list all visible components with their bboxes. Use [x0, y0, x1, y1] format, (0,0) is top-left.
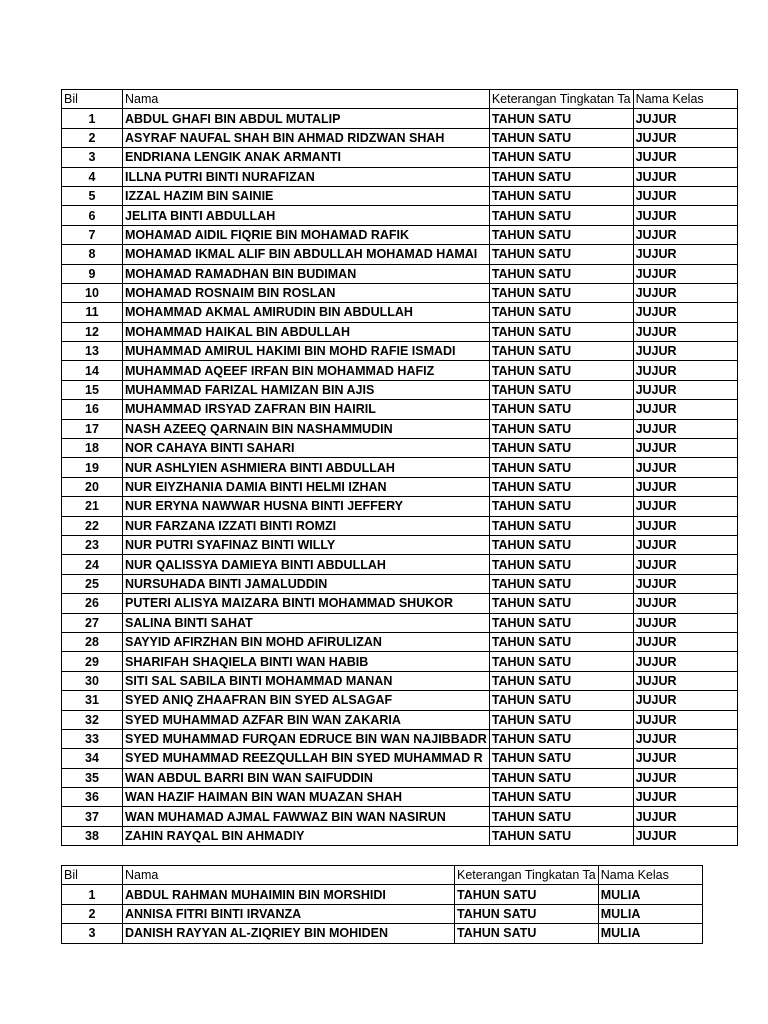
cell-nama-kelas: JUJUR	[633, 671, 737, 690]
table-row	[62, 109, 738, 128]
cell-bil: 35	[62, 768, 123, 787]
cell-nama: SYED MUHAMMAD AZFAR BIN WAN ZAKARIA	[123, 710, 490, 729]
cell-keterangan: TAHUN SATU	[489, 768, 633, 787]
header-nama: Nama	[123, 866, 455, 885]
table-row	[62, 283, 738, 302]
cell-bil: 4	[62, 167, 123, 186]
table-row	[62, 904, 703, 923]
cell-bil: 9	[62, 264, 123, 283]
header-keterangan: Keterangan Tingkatan Ta	[455, 866, 599, 885]
cell-nama: ENDRIANA LENGIK ANAK ARMANTI	[123, 148, 490, 167]
cell-keterangan: TAHUN SATU	[489, 826, 633, 845]
cell-nama-kelas: JUJUR	[633, 807, 737, 826]
cell-bil: 25	[62, 574, 123, 593]
cell-bil: 22	[62, 516, 123, 535]
cell-keterangan: TAHUN SATU	[489, 109, 633, 128]
cell-nama: SYED ANIQ ZHAAFRAN BIN SYED ALSAGAF	[123, 691, 490, 710]
cell-nama-kelas: JUJUR	[633, 342, 737, 361]
cell-nama-kelas: JUJUR	[633, 380, 737, 399]
cell-bil: 36	[62, 788, 123, 807]
cell-nama: SYED MUHAMMAD FURQAN EDRUCE BIN WAN NAJIBBADR	[123, 729, 490, 748]
cell-bil: 6	[62, 206, 123, 225]
cell-keterangan: TAHUN SATU	[489, 186, 633, 205]
table-header-row	[62, 90, 738, 109]
cell-bil: 23	[62, 535, 123, 554]
table-row	[62, 380, 738, 399]
cell-nama: NOR CAHAYA BINTI SAHARI	[123, 439, 490, 458]
cell-keterangan: TAHUN SATU	[489, 283, 633, 302]
cell-keterangan: TAHUN SATU	[489, 807, 633, 826]
cell-keterangan: TAHUN SATU	[489, 225, 633, 244]
table-row	[62, 206, 738, 225]
cell-bil: 10	[62, 283, 123, 302]
cell-keterangan: TAHUN SATU	[489, 497, 633, 516]
cell-nama: MOHAMMAD HAIKAL BIN ABDULLAH	[123, 322, 490, 341]
cell-nama-kelas: JUJUR	[633, 555, 737, 574]
cell-nama: MUHAMMAD FARIZAL HAMIZAN BIN AJIS	[123, 380, 490, 399]
table-row	[62, 477, 738, 496]
cell-bil: 3	[62, 924, 123, 943]
cell-nama: ABDUL GHAFI BIN ABDUL MUTALIP	[123, 109, 490, 128]
cell-nama-kelas: JUJUR	[633, 322, 737, 341]
table-row	[62, 264, 738, 283]
cell-keterangan: TAHUN SATU	[489, 710, 633, 729]
table-row	[62, 535, 738, 554]
table-row	[62, 729, 738, 748]
cell-nama-kelas: JUJUR	[633, 439, 737, 458]
cell-bil: 2	[62, 128, 123, 147]
cell-bil: 38	[62, 826, 123, 845]
cell-keterangan: TAHUN SATU	[489, 516, 633, 535]
cell-keterangan: TAHUN SATU	[489, 167, 633, 186]
cell-nama: MOHAMAD RAMADHAN BIN BUDIMAN	[123, 264, 490, 283]
cell-nama-kelas: JUJUR	[633, 477, 737, 496]
cell-nama: ABDUL RAHMAN MUHAIMIN BIN MORSHIDI	[123, 885, 455, 904]
table-row	[62, 186, 738, 205]
cell-nama: ILLNA PUTRI BINTI NURAFIZAN	[123, 167, 490, 186]
cell-keterangan: TAHUN SATU	[455, 885, 599, 904]
cell-bil: 30	[62, 671, 123, 690]
cell-bil: 15	[62, 380, 123, 399]
cell-nama: NUR EIYZHANIA DAMIA BINTI HELMI IZHAN	[123, 477, 490, 496]
cell-nama-kelas: JUJUR	[633, 458, 737, 477]
cell-nama: MOHAMMAD AKMAL AMIRUDIN BIN ABDULLAH	[123, 303, 490, 322]
cell-nama: DANISH RAYYAN AL-ZIQRIEY BIN MOHIDEN	[123, 924, 455, 943]
cell-nama: IZZAL HAZIM BIN SAINIE	[123, 186, 490, 205]
header-nama-kelas: Nama Kelas	[598, 866, 702, 885]
cell-nama-kelas: JUJUR	[633, 167, 737, 186]
cell-bil: 12	[62, 322, 123, 341]
cell-nama-kelas: JUJUR	[633, 264, 737, 283]
table-row	[62, 400, 738, 419]
table-row	[62, 555, 738, 574]
cell-nama: ZAHIN RAYQAL BIN AHMADIY	[123, 826, 490, 845]
cell-keterangan: TAHUN SATU	[489, 400, 633, 419]
cell-nama-kelas: JUJUR	[633, 574, 737, 593]
table-row	[62, 885, 703, 904]
header-nama: Nama	[123, 90, 490, 109]
cell-nama: NUR PUTRI SYAFINAZ BINTI WILLY	[123, 535, 490, 554]
cell-keterangan: TAHUN SATU	[489, 264, 633, 283]
cell-keterangan: TAHUN SATU	[489, 439, 633, 458]
cell-bil: 3	[62, 148, 123, 167]
cell-nama: NUR ASHLYIEN ASHMIERA BINTI ABDULLAH	[123, 458, 490, 477]
cell-keterangan: TAHUN SATU	[489, 419, 633, 438]
table-row	[62, 613, 738, 632]
cell-bil: 34	[62, 749, 123, 768]
cell-nama-kelas: MULIA	[598, 904, 702, 923]
cell-bil: 2	[62, 904, 123, 923]
cell-nama: SITI SAL SABILA BINTI MOHAMMAD MANAN	[123, 671, 490, 690]
cell-nama: NUR QALISSYA DAMIEYA BINTI ABDULLAH	[123, 555, 490, 574]
cell-nama: NUR FARZANA IZZATI BINTI ROMZI	[123, 516, 490, 535]
cell-keterangan: TAHUN SATU	[489, 788, 633, 807]
table-row	[62, 749, 738, 768]
table-row	[62, 574, 738, 593]
cell-bil: 1	[62, 885, 123, 904]
cell-nama-kelas: JUJUR	[633, 128, 737, 147]
cell-bil: 17	[62, 419, 123, 438]
cell-bil: 26	[62, 594, 123, 613]
cell-keterangan: TAHUN SATU	[489, 535, 633, 554]
cell-bil: 1	[62, 109, 123, 128]
header-keterangan: Keterangan Tingkatan Ta	[489, 90, 633, 109]
table-row	[62, 303, 738, 322]
cell-keterangan: TAHUN SATU	[489, 477, 633, 496]
cell-nama: NURSUHADA BINTI JAMALUDDIN	[123, 574, 490, 593]
header-bil: Bil	[62, 866, 123, 885]
cell-keterangan: TAHUN SATU	[455, 904, 599, 923]
cell-bil: 33	[62, 729, 123, 748]
cell-nama-kelas: MULIA	[598, 885, 702, 904]
cell-nama-kelas: JUJUR	[633, 652, 737, 671]
cell-bil: 21	[62, 497, 123, 516]
cell-keterangan: TAHUN SATU	[489, 749, 633, 768]
table-row	[62, 710, 738, 729]
cell-nama-kelas: JUJUR	[633, 516, 737, 535]
cell-bil: 31	[62, 691, 123, 710]
table-row	[62, 652, 738, 671]
cell-bil: 28	[62, 632, 123, 651]
cell-nama-kelas: MULIA	[598, 924, 702, 943]
class-list-table-mulia	[61, 865, 703, 944]
cell-nama: WAN MUHAMAD AJMAL FAWWAZ BIN WAN NASIRUN	[123, 807, 490, 826]
table-body	[62, 885, 703, 943]
cell-nama-kelas: JUJUR	[633, 497, 737, 516]
table-row	[62, 671, 738, 690]
table-row	[62, 826, 738, 845]
cell-keterangan: TAHUN SATU	[489, 245, 633, 264]
cell-keterangan: TAHUN SATU	[489, 671, 633, 690]
cell-bil: 8	[62, 245, 123, 264]
cell-keterangan: TAHUN SATU	[489, 458, 633, 477]
cell-nama-kelas: JUJUR	[633, 186, 737, 205]
cell-nama-kelas: JUJUR	[633, 710, 737, 729]
class-list-table-jujur	[61, 89, 738, 846]
cell-keterangan: TAHUN SATU	[489, 555, 633, 574]
cell-nama: SYED MUHAMMAD REEZQULLAH BIN SYED MUHAMMAD R	[123, 749, 490, 768]
cell-nama: MOHAMAD AIDIL FIQRIE BIN MOHAMAD RAFIK	[123, 225, 490, 244]
table-row	[62, 788, 738, 807]
header-nama-kelas: Nama Kelas	[633, 90, 737, 109]
table-row	[62, 167, 738, 186]
cell-nama-kelas: JUJUR	[633, 826, 737, 845]
cell-nama: SHARIFAH SHAQIELA BINTI WAN HABIB	[123, 652, 490, 671]
cell-nama-kelas: JUJUR	[633, 225, 737, 244]
cell-keterangan: TAHUN SATU	[489, 729, 633, 748]
cell-nama: NUR ERYNA NAWWAR HUSNA BINTI JEFFERY	[123, 497, 490, 516]
table-row	[62, 439, 738, 458]
cell-bil: 24	[62, 555, 123, 574]
cell-nama: WAN ABDUL BARRI BIN WAN SAIFUDDIN	[123, 768, 490, 787]
cell-nama: ANNISA FITRI BINTI IRVANZA	[123, 904, 455, 923]
cell-bil: 32	[62, 710, 123, 729]
table-row	[62, 361, 738, 380]
cell-keterangan: TAHUN SATU	[455, 924, 599, 943]
table-row	[62, 768, 738, 787]
cell-keterangan: TAHUN SATU	[489, 361, 633, 380]
cell-nama: JELITA BINTI ABDULLAH	[123, 206, 490, 225]
cell-nama-kelas: JUJUR	[633, 400, 737, 419]
cell-nama: NASH AZEEQ QARNAIN BIN NASHAMMUDIN	[123, 419, 490, 438]
cell-keterangan: TAHUN SATU	[489, 128, 633, 147]
cell-bil: 18	[62, 439, 123, 458]
cell-nama-kelas: JUJUR	[633, 632, 737, 651]
cell-keterangan: TAHUN SATU	[489, 613, 633, 632]
table-row	[62, 691, 738, 710]
cell-keterangan: TAHUN SATU	[489, 574, 633, 593]
cell-bil: 37	[62, 807, 123, 826]
table-body	[62, 109, 738, 846]
cell-bil: 14	[62, 361, 123, 380]
cell-nama: MOHAMAD ROSNAIM BIN ROSLAN	[123, 283, 490, 302]
table-row	[62, 148, 738, 167]
cell-nama-kelas: JUJUR	[633, 245, 737, 264]
cell-bil: 20	[62, 477, 123, 496]
cell-keterangan: TAHUN SATU	[489, 691, 633, 710]
table-row	[62, 458, 738, 477]
cell-nama-kelas: JUJUR	[633, 109, 737, 128]
cell-nama-kelas: JUJUR	[633, 749, 737, 768]
table-row	[62, 245, 738, 264]
cell-nama-kelas: JUJUR	[633, 303, 737, 322]
cell-nama-kelas: JUJUR	[633, 283, 737, 302]
cell-nama-kelas: JUJUR	[633, 361, 737, 380]
table-row	[62, 419, 738, 438]
cell-nama: MUHAMMAD AMIRUL HAKIMI BIN MOHD RAFIE ISMADI	[123, 342, 490, 361]
cell-nama: ASYRAF NAUFAL SHAH BIN AHMAD RIDZWAN SHAH	[123, 128, 490, 147]
cell-nama: MUHAMMAD IRSYAD ZAFRAN BIN HAIRIL	[123, 400, 490, 419]
table-row	[62, 128, 738, 147]
cell-keterangan: TAHUN SATU	[489, 342, 633, 361]
cell-keterangan: TAHUN SATU	[489, 652, 633, 671]
header-bil: Bil	[62, 90, 123, 109]
cell-nama-kelas: JUJUR	[633, 594, 737, 613]
cell-keterangan: TAHUN SATU	[489, 303, 633, 322]
cell-nama: WAN HAZIF HAIMAN BIN WAN MUAZAN SHAH	[123, 788, 490, 807]
cell-nama: MUHAMMAD AQEEF IRFAN BIN MOHAMMAD HAFIZ	[123, 361, 490, 380]
cell-nama-kelas: JUJUR	[633, 419, 737, 438]
cell-nama-kelas: JUJUR	[633, 768, 737, 787]
cell-bil: 29	[62, 652, 123, 671]
cell-nama: MOHAMAD IKMAL ALIF BIN ABDULLAH MOHAMAD HAMAI	[123, 245, 490, 264]
cell-bil: 13	[62, 342, 123, 361]
table-row	[62, 225, 738, 244]
cell-bil: 16	[62, 400, 123, 419]
cell-bil: 27	[62, 613, 123, 632]
cell-nama: SAYYID AFIRZHAN BIN MOHD AFIRULIZAN	[123, 632, 490, 651]
cell-keterangan: TAHUN SATU	[489, 148, 633, 167]
cell-nama-kelas: JUJUR	[633, 613, 737, 632]
cell-keterangan: TAHUN SATU	[489, 322, 633, 341]
table-header-row	[62, 866, 703, 885]
table-row	[62, 807, 738, 826]
cell-nama: SALINA BINTI SAHAT	[123, 613, 490, 632]
cell-bil: 5	[62, 186, 123, 205]
cell-nama: PUTERI ALISYA MAIZARA BINTI MOHAMMAD SHUKOR	[123, 594, 490, 613]
cell-bil: 19	[62, 458, 123, 477]
table-row	[62, 924, 703, 943]
cell-nama-kelas: JUJUR	[633, 691, 737, 710]
cell-nama-kelas: JUJUR	[633, 788, 737, 807]
table-row	[62, 632, 738, 651]
table-row	[62, 322, 738, 341]
cell-keterangan: TAHUN SATU	[489, 206, 633, 225]
cell-bil: 7	[62, 225, 123, 244]
cell-keterangan: TAHUN SATU	[489, 594, 633, 613]
table-row	[62, 342, 738, 361]
cell-keterangan: TAHUN SATU	[489, 380, 633, 399]
cell-nama-kelas: JUJUR	[633, 535, 737, 554]
table-row	[62, 516, 738, 535]
cell-nama-kelas: JUJUR	[633, 206, 737, 225]
cell-nama-kelas: JUJUR	[633, 729, 737, 748]
table-row	[62, 594, 738, 613]
table-row	[62, 497, 738, 516]
cell-nama-kelas: JUJUR	[633, 148, 737, 167]
cell-bil: 11	[62, 303, 123, 322]
cell-keterangan: TAHUN SATU	[489, 632, 633, 651]
